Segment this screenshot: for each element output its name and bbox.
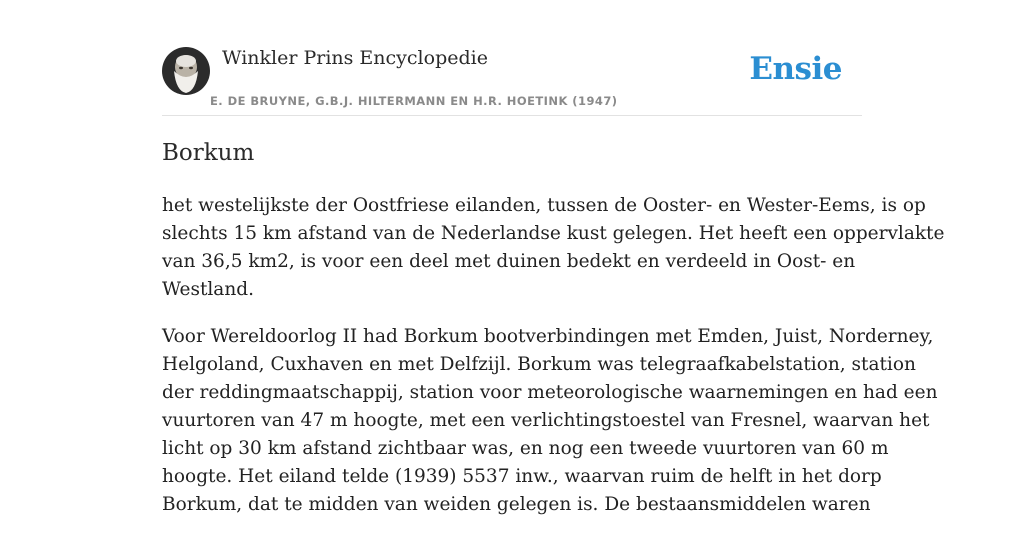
paragraph-line: der reddingmaatschappij, station voor meteorologische waarnemingen en had een bbox=[162, 382, 938, 403]
paragraph-line: Westland. bbox=[162, 279, 254, 300]
paragraph-line: Voor Wereldoorlog II had Borkum bootverbindingen met Emden, Juist, Norderney, bbox=[162, 326, 934, 347]
paragraph-line: hoogte. Het eiland telde (1939) 5537 inw., waarvan ruim de helft in het dorp bbox=[162, 466, 882, 487]
article-title: Borkum bbox=[162, 140, 255, 166]
paragraph-line: Borkum, dat te midden van weiden gelegen is. De bestaansmiddelen waren bbox=[162, 494, 871, 515]
paragraph-line: het westelijkste der Oostfriese eilanden, tussen de Ooster- en Wester-Eems, is op bbox=[162, 195, 926, 216]
ensie-logo[interactable]: Ensie bbox=[749, 51, 842, 87]
article-paragraph bbox=[162, 323, 938, 519]
paragraph-line: slechts 15 km afstand van de Nederlandse kust gelegen. Het heeft een oppervlakte bbox=[162, 223, 945, 244]
site-title[interactable]: Winkler Prins Encyclopedie bbox=[222, 47, 488, 69]
site-header bbox=[162, 40, 862, 116]
article-body bbox=[162, 192, 945, 538]
paragraph-line: licht op 30 km afstand zichtbaar was, en nog een tweede vuurtoren van 60 m bbox=[162, 438, 889, 459]
paragraph-line: vuurtoren van 47 m hoogte, met een verlichtingstoestel van Fresnel, waarvan het bbox=[162, 410, 930, 431]
article-paragraph bbox=[162, 192, 945, 304]
paragraph-line: van 36,5 km2, is voor een deel met duinen bedekt en verdeeld in Oost- en bbox=[162, 251, 856, 272]
author-avatar-icon[interactable] bbox=[162, 47, 210, 95]
authors-line: E. DE BRUYNE, G.B.J. HILTERMANN EN H.R. HOETINK (1947) bbox=[210, 94, 618, 108]
paragraph-line: Helgoland, Cuxhaven en met Delfzijl. Borkum was telegraafkabelstation, station bbox=[162, 354, 916, 375]
